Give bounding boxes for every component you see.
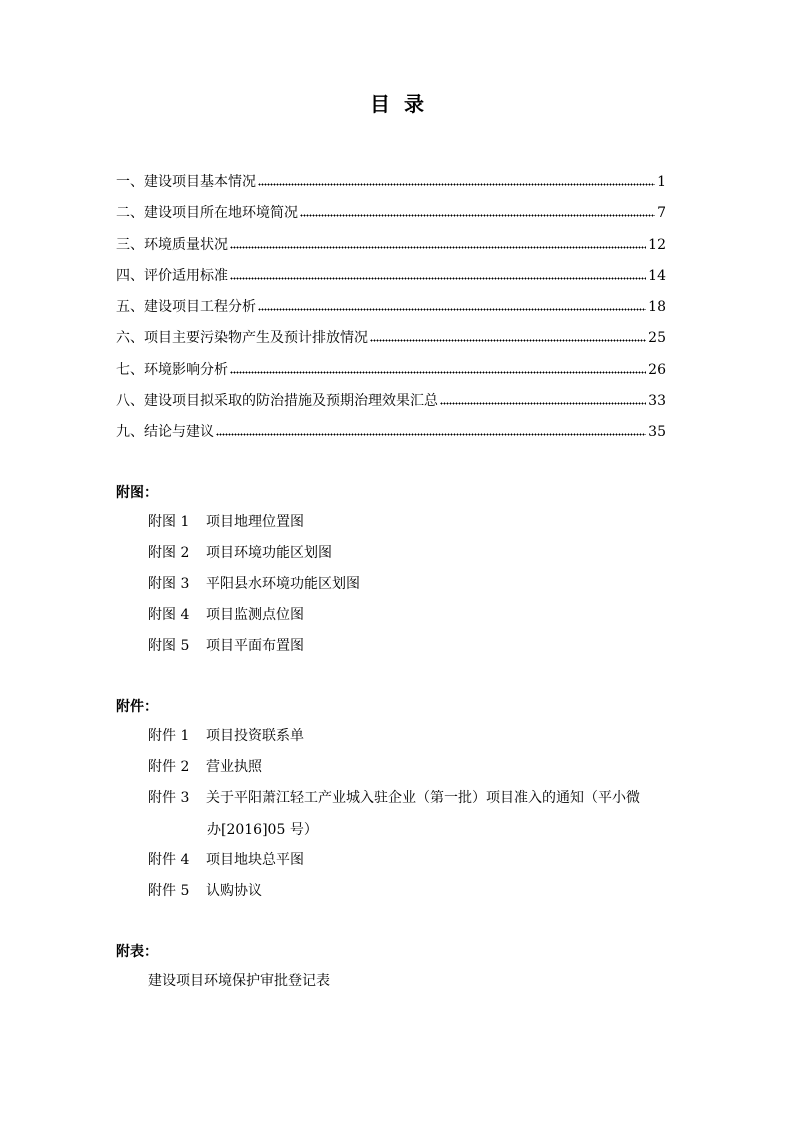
figure-item-text: 项目环境功能区划图	[206, 545, 332, 561]
toc-page-number: 1	[657, 174, 666, 190]
toc-entry[interactable]	[116, 328, 666, 359]
toc-entry-label: 三、环境质量状况	[116, 236, 228, 253]
figure-item	[148, 512, 728, 532]
toc-entry-label: 九、结论与建议	[116, 424, 214, 441]
toc-page-number: 14	[648, 267, 666, 284]
attachment-item	[148, 788, 728, 808]
toc-leader-dots	[300, 205, 655, 217]
figure-item-label: 附图 5	[148, 638, 190, 654]
toc-entry[interactable]	[116, 172, 666, 203]
figure-item	[148, 543, 728, 563]
figure-item-text: 项目平面布置图	[206, 638, 304, 654]
attachment-item-text: 项目投资联系单	[206, 728, 304, 744]
toc-entry[interactable]	[116, 266, 666, 297]
toc-leader-dots	[230, 268, 646, 280]
toc-page-number: 33	[648, 393, 666, 410]
table-item	[148, 971, 728, 991]
figure-item	[148, 605, 728, 625]
attachments-heading: 附件：	[116, 699, 158, 715]
figure-item	[148, 636, 728, 656]
toc-leader-dots	[230, 362, 646, 374]
toc-leader-dots	[216, 424, 646, 436]
attachment-item-label: 附件 4	[148, 852, 190, 868]
toc-entry-label: 六、项目主要污染物产生及预计排放情况	[116, 330, 368, 347]
toc-leader-dots	[440, 393, 646, 405]
figures-heading: 附图：	[116, 485, 158, 501]
toc-entry-label: 一、建设项目基本情况	[116, 174, 256, 190]
attachment-item-text: 认购协议	[206, 883, 262, 899]
figure-item-label: 附图 1	[148, 514, 190, 530]
figure-item-label: 附图 2	[148, 545, 190, 561]
figure-item-label: 附图 3	[148, 576, 190, 592]
toc-leader-dots	[258, 174, 655, 186]
toc-entry[interactable]	[116, 235, 666, 266]
toc-leader-dots	[230, 237, 646, 249]
attachment-item	[148, 757, 728, 777]
attachment-item-label: 附件 1	[148, 728, 190, 744]
toc-page-number: 26	[648, 361, 666, 378]
attachment-item-label: 附件 2	[148, 759, 190, 775]
tables-heading: 附表：	[116, 944, 158, 960]
attachment-item	[148, 881, 728, 901]
figure-item	[148, 574, 728, 594]
toc-page-number: 35	[648, 424, 666, 441]
toc-entry[interactable]	[116, 422, 666, 453]
toc-page-number: 12	[648, 236, 666, 253]
toc-entry[interactable]	[116, 360, 666, 391]
attachment-item	[148, 726, 728, 746]
toc-entry[interactable]	[116, 203, 666, 234]
toc-page-number: 25	[648, 330, 666, 347]
table-item-text: 建设项目环境保护审批登记表	[148, 973, 330, 989]
figure-item-text: 项目监测点位图	[206, 607, 304, 623]
toc-entry[interactable]	[116, 391, 666, 422]
attachment-item-label: 附件 3	[148, 790, 190, 806]
attachment-item-label: 附件 5	[148, 883, 190, 899]
attachment-item-continuation: 办[2016]05 号）	[207, 822, 318, 838]
toc-entry-label: 五、建设项目工程分析	[116, 299, 256, 316]
attachment-item	[148, 850, 728, 870]
toc-leader-dots	[370, 330, 646, 342]
figure-item-label: 附图 4	[148, 607, 190, 623]
table-of-contents	[116, 172, 666, 454]
attachment-item-text: 项目地块总平图	[206, 852, 304, 868]
attachment-item-text: 关于平阳萧江轻工产业城入驻企业（第一批）项目准入的通知（平小微	[206, 790, 640, 806]
figure-item-text: 平阳县水环境功能区划图	[206, 576, 360, 592]
figure-item-text: 项目地理位置图	[206, 514, 304, 530]
toc-entry-label: 七、环境影响分析	[116, 361, 228, 378]
toc-entry-label: 八、建设项目拟采取的防治措施及预期治理效果汇总	[116, 393, 438, 410]
toc-leader-dots	[258, 299, 646, 311]
attachment-item-text: 营业执照	[206, 759, 262, 775]
toc-entry-label: 二、建设项目所在地环境简况	[116, 205, 298, 222]
toc-entry-label: 四、评价适用标准	[116, 267, 228, 284]
page-title: 目 录	[370, 92, 424, 116]
toc-page-number: 7	[657, 205, 666, 222]
toc-entry[interactable]	[116, 297, 666, 328]
toc-page-number: 18	[648, 299, 666, 316]
